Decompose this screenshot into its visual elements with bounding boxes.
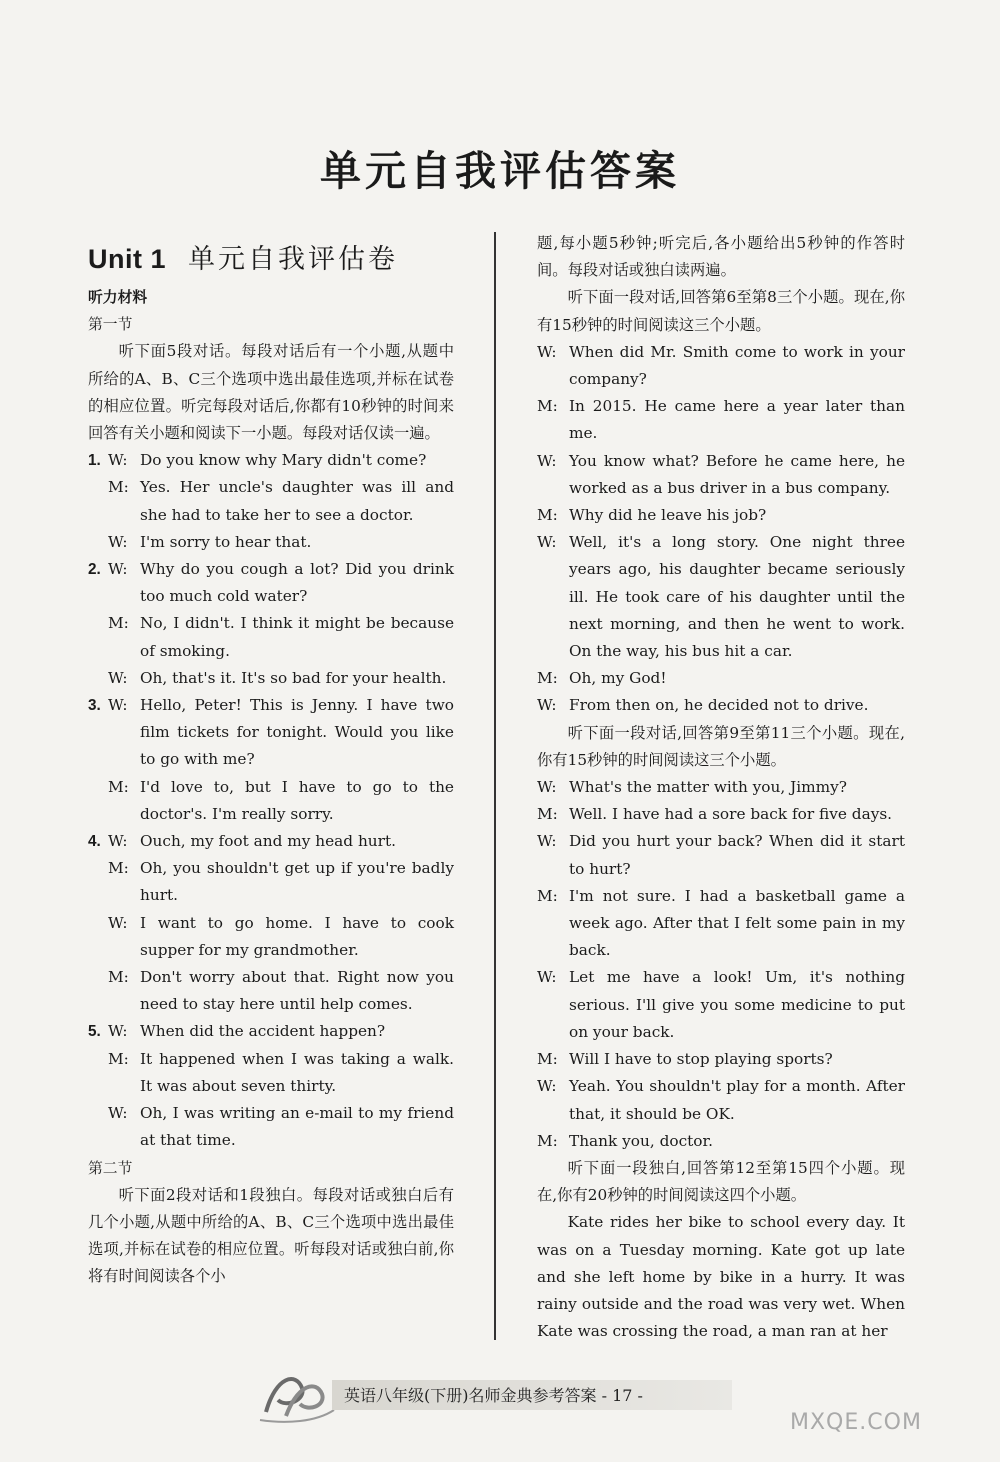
intro-questions-12-15: 听下面一段独白,回答第12至第15四个小题。现在,你有20秒钟的时间阅读这四个小题。 (537, 1158, 905, 1205)
speaker: M: (108, 1049, 129, 1068)
dialogue-turn (88, 692, 454, 774)
intro-questions-6-8: 听下面一段对话,回答第6至第8三个小题。现在,你有15秒钟的时间阅读这三个小题。 (537, 288, 905, 334)
dialogue-turn (537, 883, 905, 965)
dialogue-turn (108, 964, 454, 1018)
speaker: M: (537, 506, 558, 525)
unit-number: Unit 1 (88, 244, 167, 274)
utterance: Oh, that's it. It's so bad for your health. (140, 668, 447, 687)
watermark-text: MXQE.COM (790, 1410, 922, 1435)
utterance: Will I have to stop playing sports? (569, 1050, 833, 1069)
utterance: Ouch, my foot and my head hurt. (140, 832, 396, 851)
dialogue-turn (537, 692, 905, 719)
speaker: W: (537, 451, 557, 470)
unit-heading (88, 237, 398, 276)
utterance: Did you hurt your back? When did it start to hurt? (569, 832, 905, 878)
speaker: W: (108, 832, 128, 851)
question-number: 3. (88, 697, 101, 715)
dialogue-turn (537, 665, 905, 692)
section-1-heading: 第一节 (88, 316, 133, 334)
speaker: W: (537, 832, 557, 851)
speaker: W: (537, 696, 557, 715)
utterance: From then on, he decided not to drive. (569, 696, 869, 715)
utterance: Thank you, doctor. (569, 1131, 714, 1150)
dialogue-turn (108, 1046, 454, 1100)
footer-text: 英语八年级(下册)名师金典参考答案 - 17 - (344, 1386, 643, 1405)
dialogue-2 (88, 556, 454, 692)
dialogue-9-11 (537, 774, 905, 1155)
speaker: W: (108, 668, 128, 687)
section-2-heading: 第二节 (88, 1159, 133, 1177)
dialogue-3 (88, 692, 454, 828)
utterance: Oh, you shouldn't get up if you're badly hurt. (140, 859, 454, 905)
dialogue-turn (108, 910, 454, 964)
right-column (537, 230, 905, 1345)
dialogue-1 (88, 447, 454, 556)
utterance: When did Mr. Smith come to work in your company? (569, 342, 905, 389)
dialogue-turn (537, 339, 905, 393)
dialogue-turn (537, 1073, 905, 1127)
speaker: W: (108, 451, 128, 470)
dialogue-turn (108, 665, 454, 692)
utterance: Why did he leave his job? (569, 506, 767, 525)
dialogue-turn (88, 828, 454, 855)
utterance: What's the matter with you, Jimmy? (569, 778, 847, 797)
utterance: Yeah. You shouldn't play for a month. After that, it should be OK. (569, 1077, 905, 1123)
utterance: Well, it's a long story. One night three years ago, his daughter became seriously ill. He took care of his daughter until the next morning, and then he went to work. On the way, his bus hit a car. (569, 533, 905, 661)
utterance: Well. I have had a sore back for five days. (569, 805, 893, 824)
material-heading: 听力材料 (88, 289, 148, 306)
section-2-intro-continued: 题,每小题5秒钟;听完后,各小题给出5秒钟的作答时间。每段对话或独白读两遍。 (537, 234, 905, 280)
dialogue-turn (88, 1018, 454, 1045)
dialogue-turn (537, 1046, 905, 1073)
speaker: W: (537, 342, 557, 361)
speaker: M: (537, 886, 558, 905)
utterance: In 2015. He came here a year later than me. (569, 397, 905, 443)
speaker: W: (537, 533, 557, 552)
utterance: Why do you cough a lot? Did you drink too much cold water? (140, 560, 454, 606)
left-column (88, 284, 454, 1291)
speaker: M: (108, 478, 129, 497)
speaker: M: (108, 777, 129, 796)
dialogue-6-8 (537, 339, 905, 720)
utterance: I'm sorry to hear that. (140, 532, 312, 551)
dialogue-turn (88, 447, 454, 474)
speaker: W: (108, 1104, 128, 1123)
speaker: M: (108, 614, 129, 633)
speaker: W: (537, 968, 557, 987)
intro-questions-9-11: 听下面一段对话,回答第9至第11三个小题。现在,你有15秒钟的时间阅读这三个小题。 (537, 723, 905, 769)
utterance: Don't worry about that. Right now you need to stay here until help comes. (140, 968, 454, 1014)
dialogue-turn (537, 448, 905, 502)
utterance: Oh, my God! (569, 669, 667, 688)
dialogue-turn (537, 393, 905, 447)
utterance: I'd love to, but I have to go to the doctor's. I'm really sorry. (140, 777, 454, 823)
speaker: W: (108, 1022, 128, 1041)
speaker: W: (108, 532, 128, 551)
dialogue-turn (108, 855, 454, 909)
dialogue-5 (88, 1018, 454, 1154)
speaker: M: (537, 805, 558, 824)
question-number: 2. (88, 561, 101, 579)
dialogue-turn (537, 964, 905, 1046)
speaker: M: (108, 859, 129, 878)
utterance: I want to go home. I have to cook supper for my grandmother. (140, 913, 454, 959)
dialogue-turn (537, 774, 905, 801)
utterance: Yes. Her uncle's daughter was ill and she had to take her to see a doctor. (140, 478, 454, 524)
utterance: Hello, Peter! This is Jenny. I have two film tickets for tonight. Would you like to go with me? (140, 696, 454, 769)
utterance: You know what? Before he came here, he worked as a bus driver in a bus company. (569, 451, 905, 497)
speaker: M: (537, 1131, 558, 1150)
unit-name: 单元自我评估卷 (188, 244, 399, 275)
question-number: 1. (88, 452, 101, 470)
speaker: M: (108, 968, 129, 987)
speaker: W: (537, 1077, 557, 1096)
swirl-logo-icon (256, 1366, 336, 1426)
utterance: I'm not sure. I had a basketball game a week ago. After that I felt some pain in my back. (569, 886, 905, 960)
page-title: 单元自我评估答案 (320, 147, 680, 195)
dialogue-turn (537, 1128, 905, 1155)
section-1-intro: 听下面5段对话。每段对话后有一个小题,从题中所给的A、B、C三个选项中选出最佳选项,并标在试卷的相应位置。听完每段对话后,你都有10秒钟的时间来回答有关小题和阅读下一小题。每段对话仅读一遍。 (88, 342, 454, 443)
utterance: Oh, I was writing an e-mail to my friend at that time. (140, 1104, 454, 1150)
question-number: 5. (88, 1023, 101, 1041)
utterance: No, I didn't. I think it might be because of smoking. (140, 614, 454, 660)
monologue-text: Kate rides her bike to school every day. It was on a Tuesday morning. Kate got up late and she left home by bike in a hurry. It was rainy outside and the road was very wet. When Kate was crossing the road, a man ran at her (537, 1213, 905, 1341)
speaker: M: (537, 1050, 558, 1069)
dialogue-turn (537, 502, 905, 529)
utterance: It happened when I was taking a walk. It was about seven thirty. (140, 1049, 454, 1095)
utterance: Let me have a look! Um, it's nothing serious. I'll give you some medicine to put on your back. (569, 968, 905, 1041)
dialogue-turn (88, 556, 454, 610)
question-number: 4. (88, 833, 101, 851)
speaker: M: (537, 397, 558, 416)
column-divider (494, 232, 496, 1340)
speaker: W: (108, 913, 128, 932)
dialogue-turn (108, 610, 454, 664)
dialogue-turn (537, 828, 905, 882)
utterance: Do you know why Mary didn't come? (140, 451, 427, 470)
speaker: W: (537, 778, 557, 797)
speaker: M: (537, 669, 558, 688)
dialogue-turn (108, 529, 454, 556)
section-2-intro: 听下面2段对话和1段独白。每段对话或独白后有几个小题,从题中所给的A、B、C三个选项中选出最佳选项,并标在试卷的相应位置。听每段对话或独白前,你将有时间阅读各个小 (88, 1185, 454, 1286)
dialogue-turn (108, 474, 454, 528)
dialogue-turn (108, 774, 454, 828)
speaker: W: (108, 696, 128, 715)
dialogue-turn (537, 529, 905, 665)
utterance: When did the accident happen? (140, 1022, 386, 1041)
dialogue-turn (108, 1100, 454, 1154)
dialogue-turn (537, 801, 905, 828)
speaker: W: (108, 560, 128, 579)
dialogue-4 (88, 828, 454, 1018)
